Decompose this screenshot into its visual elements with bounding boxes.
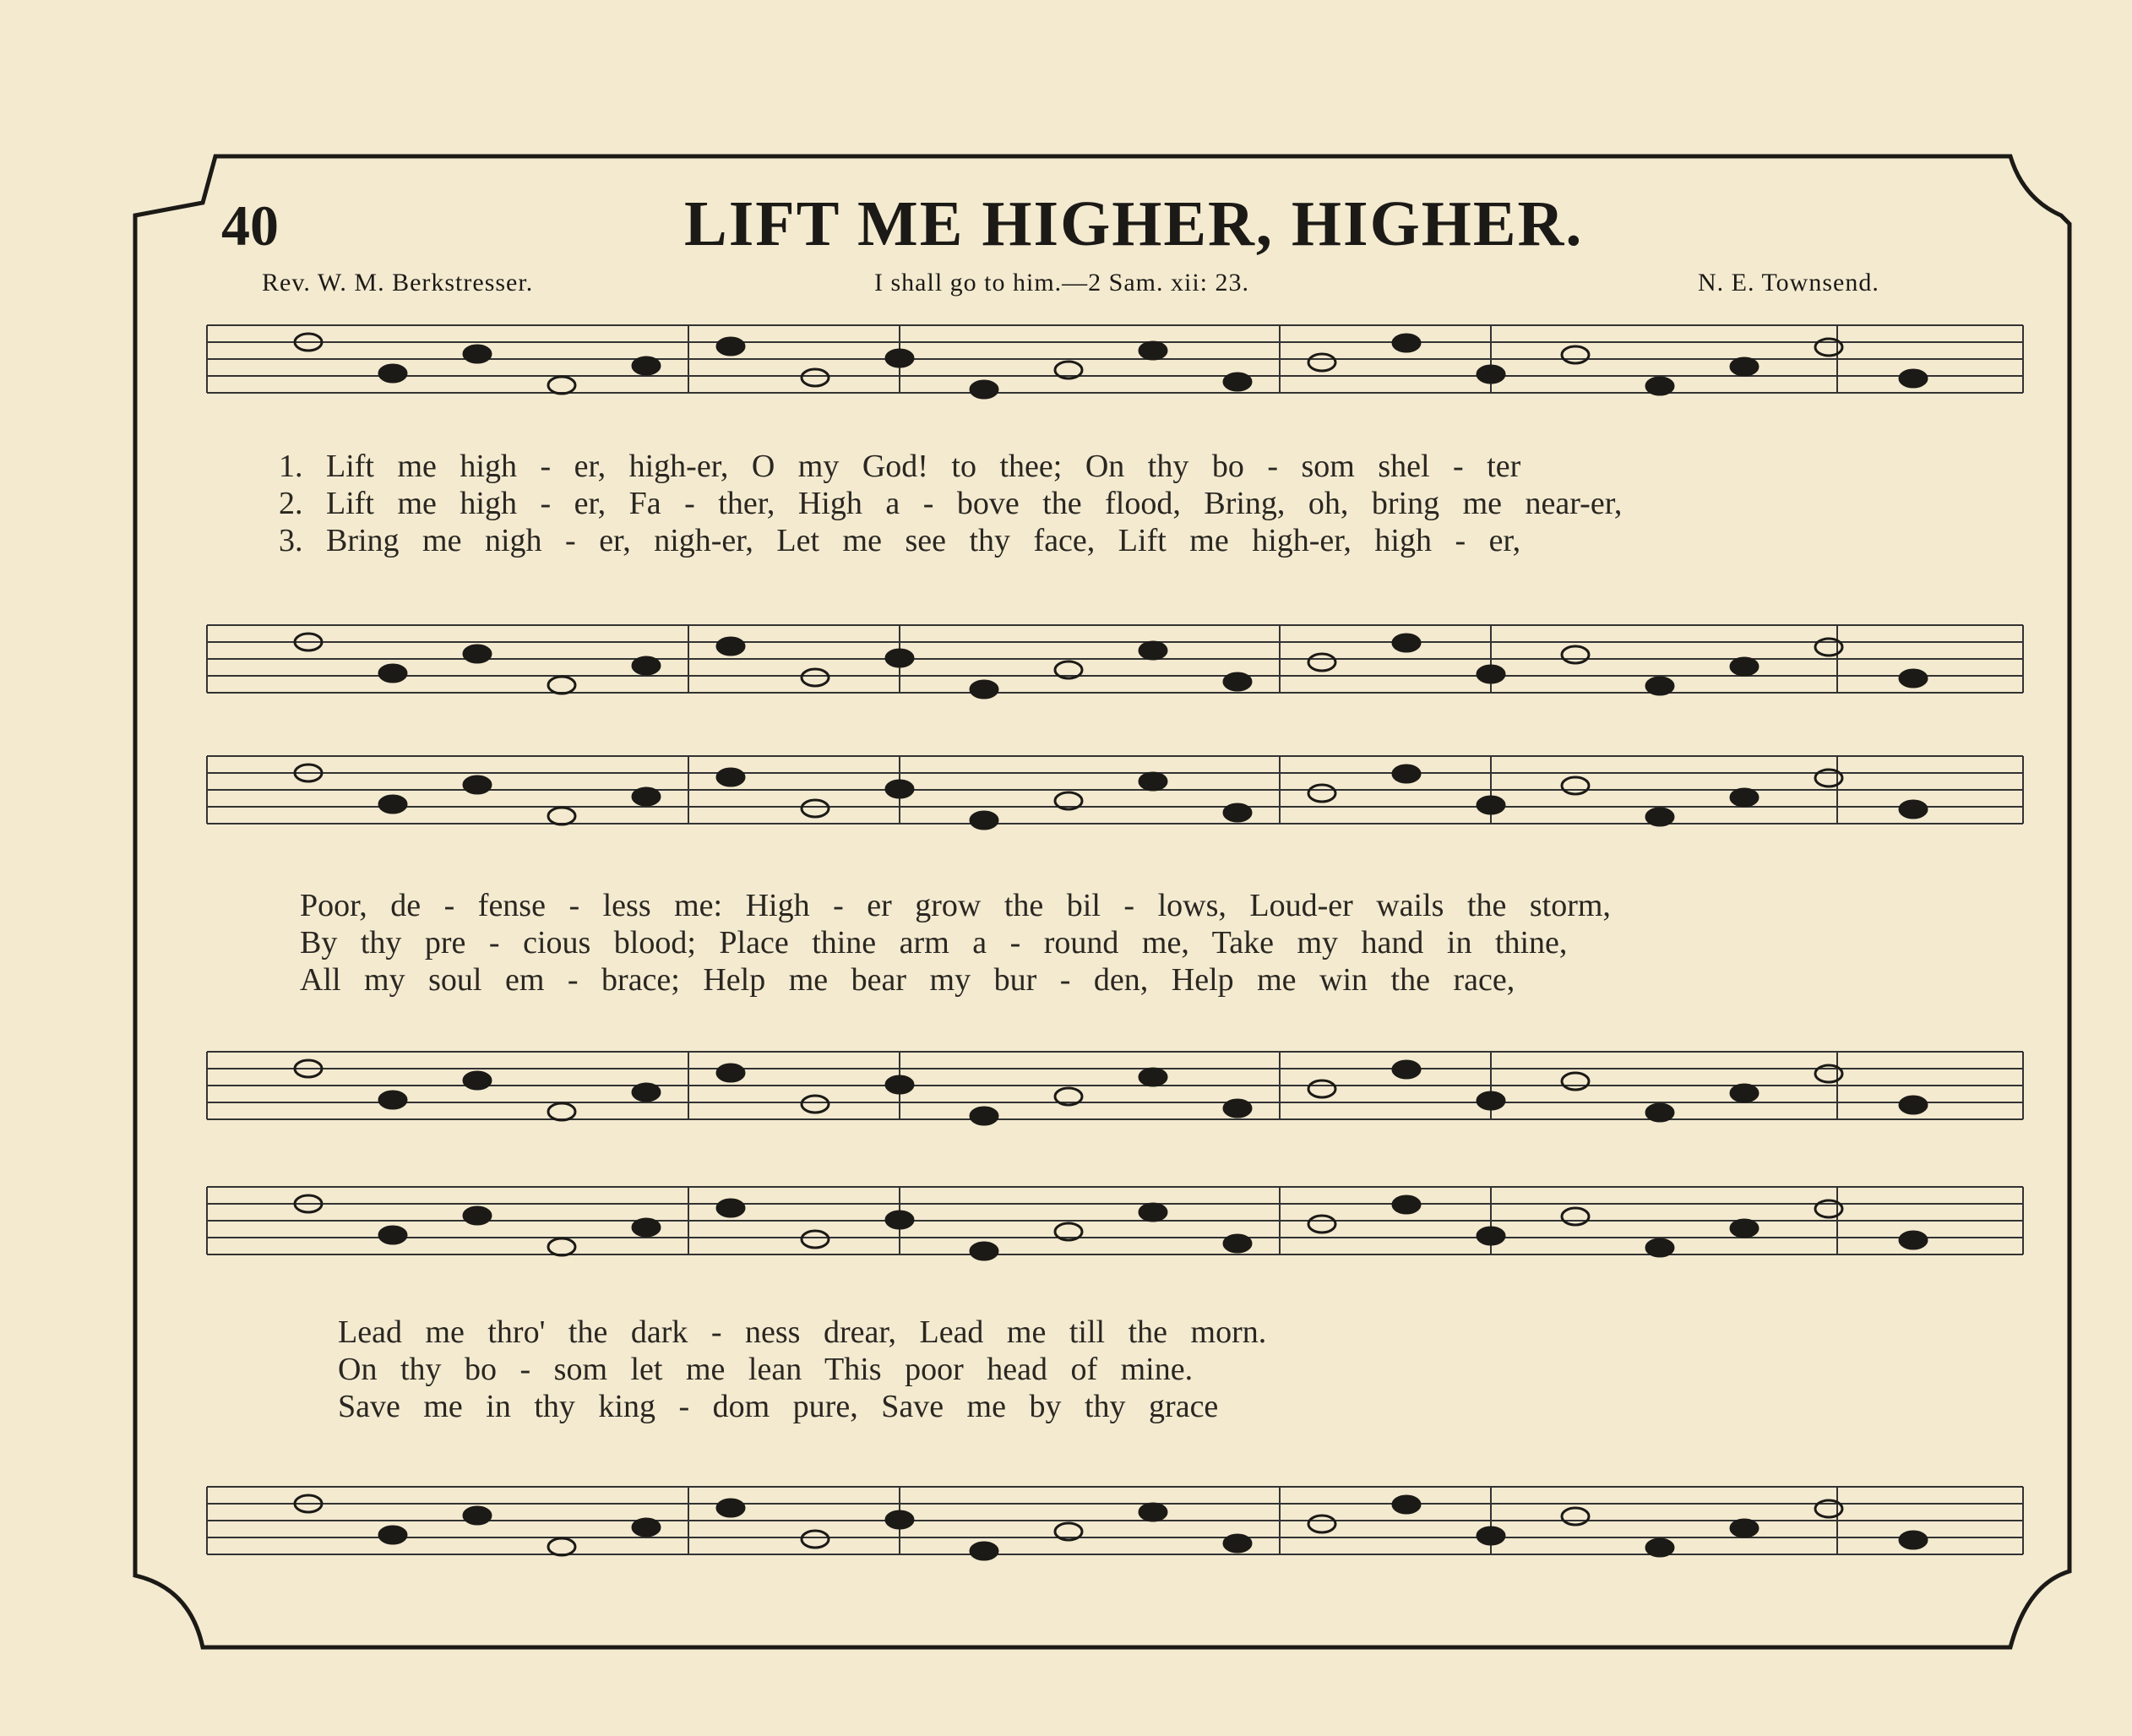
notehead	[1224, 1235, 1251, 1252]
lyric-line: All my soul em - brace; Help me bear my bur - den, Help me win the race,	[300, 962, 1515, 998]
notehead	[1393, 335, 1420, 351]
lyric-line: By thy pre - cious blood; Place thine arm a - round me, Take my hand in thine,	[300, 925, 1568, 961]
notehead	[1562, 1073, 1589, 1090]
notehead	[1393, 634, 1420, 651]
notehead	[971, 812, 998, 829]
notehead	[1224, 1535, 1251, 1552]
notehead	[1900, 1097, 1927, 1113]
notehead	[802, 1096, 829, 1113]
notehead	[464, 1207, 491, 1224]
notehead	[1308, 785, 1335, 802]
notehead	[379, 365, 406, 382]
notehead	[1731, 1220, 1758, 1237]
notehead	[379, 1091, 406, 1108]
notehead	[886, 781, 913, 797]
hymn-title: LIFT ME HIGHER, HIGHER.	[684, 188, 1584, 259]
notehead	[802, 800, 829, 817]
notehead	[971, 1107, 998, 1124]
notehead	[886, 650, 913, 667]
notehead	[633, 788, 660, 805]
notehead	[464, 776, 491, 793]
notehead	[633, 357, 660, 374]
notehead	[802, 369, 829, 386]
notehead	[1646, 1539, 1673, 1556]
notehead	[1139, 1504, 1167, 1521]
notehead	[1477, 1092, 1504, 1109]
notehead	[1308, 1080, 1335, 1097]
lyric-line: Lead me thro' the dark - ness drear, Lead me till the morn.	[338, 1314, 1267, 1350]
notehead	[1308, 1516, 1335, 1532]
notehead	[548, 1103, 575, 1120]
notehead	[1139, 1204, 1167, 1221]
notehead	[464, 1507, 491, 1524]
notehead	[717, 1499, 744, 1516]
notehead	[1900, 1232, 1927, 1249]
notehead	[1224, 673, 1251, 690]
notehead	[1224, 373, 1251, 390]
notehead	[464, 346, 491, 362]
notehead	[1731, 789, 1758, 806]
notehead	[802, 669, 829, 686]
notehead	[971, 1543, 998, 1559]
notehead	[717, 338, 744, 355]
notehead	[886, 350, 913, 367]
notehead	[633, 657, 660, 674]
notehead	[1562, 1508, 1589, 1525]
notehead	[1562, 1208, 1589, 1225]
notehead	[1646, 808, 1673, 825]
lyric-line: 2. Lift me high - er, Fa - ther, High a - bove the flood, Bring, oh, bring me near-er,	[279, 486, 1623, 521]
notehead	[971, 681, 998, 698]
notehead	[1477, 1227, 1504, 1244]
notehead	[1224, 1100, 1251, 1117]
composer-credit: N. E. Townsend.	[1698, 269, 1879, 297]
lyric-line: On thy bo - som let me lean This poor head of mine.	[338, 1352, 1194, 1387]
notehead	[1562, 346, 1589, 363]
page-number: 40	[221, 193, 279, 258]
notehead	[1393, 1496, 1420, 1513]
notehead	[886, 1076, 913, 1093]
notehead	[633, 1219, 660, 1236]
notehead	[1731, 658, 1758, 675]
notehead	[802, 1531, 829, 1548]
notehead	[633, 1084, 660, 1101]
notehead	[1900, 370, 1927, 387]
notehead	[1900, 801, 1927, 818]
notehead	[717, 1200, 744, 1216]
notehead	[1562, 646, 1589, 663]
notehead	[1731, 1085, 1758, 1102]
notehead	[379, 1227, 406, 1243]
notehead	[1477, 797, 1504, 814]
notehead	[464, 1072, 491, 1089]
notehead	[379, 665, 406, 682]
author-credit: Rev. W. M. Berkstresser.	[262, 269, 534, 297]
notehead	[1562, 777, 1589, 794]
notehead	[717, 638, 744, 655]
notehead	[548, 808, 575, 824]
notehead	[1477, 366, 1504, 383]
lyric-line: 3. Bring me nigh - er, nigh-er, Let me see thy face, Lift me high-er, high - er,	[279, 523, 1521, 558]
notehead	[1308, 654, 1335, 671]
notehead	[1139, 342, 1167, 359]
notehead	[1308, 1216, 1335, 1233]
notehead	[1393, 765, 1420, 782]
lyric-line: Poor, de - fense - less me: High - er grow the bil - lows, Loud-er wails the storm,	[300, 888, 1611, 923]
notehead	[802, 1231, 829, 1248]
notehead	[464, 645, 491, 662]
notehead	[1477, 1527, 1504, 1544]
notehead	[633, 1519, 660, 1536]
notehead	[1224, 804, 1251, 821]
notehead	[886, 1211, 913, 1228]
notehead	[548, 1238, 575, 1255]
notehead	[1900, 670, 1927, 687]
notehead	[717, 1064, 744, 1081]
lyric-line: 1. Lift me high - er, high-er, O my God! to thee; On thy bo - som shel - ter	[279, 449, 1521, 484]
notehead	[1646, 1104, 1673, 1121]
notehead	[1731, 1520, 1758, 1537]
notehead	[1646, 378, 1673, 395]
lyric-line: Save me in thy king - dom pure, Save me by thy grace	[338, 1389, 1219, 1424]
notehead	[1393, 1196, 1420, 1213]
notehead	[971, 1243, 998, 1260]
notehead	[971, 381, 998, 398]
scripture-reference: I shall go to him.—2 Sam. xii: 23.	[874, 269, 1249, 297]
notehead	[1139, 773, 1167, 790]
notehead	[1308, 354, 1335, 371]
notehead	[1139, 642, 1167, 659]
notehead	[1477, 666, 1504, 683]
notehead	[1731, 358, 1758, 375]
notehead	[379, 796, 406, 813]
notehead	[717, 769, 744, 786]
notehead	[548, 1538, 575, 1555]
notehead	[1393, 1061, 1420, 1078]
notehead	[548, 377, 575, 394]
notehead	[886, 1511, 913, 1528]
notehead	[548, 677, 575, 694]
notehead	[379, 1526, 406, 1543]
notehead	[1900, 1532, 1927, 1548]
notehead	[1139, 1069, 1167, 1086]
notehead	[1646, 678, 1673, 694]
notehead	[1646, 1239, 1673, 1256]
